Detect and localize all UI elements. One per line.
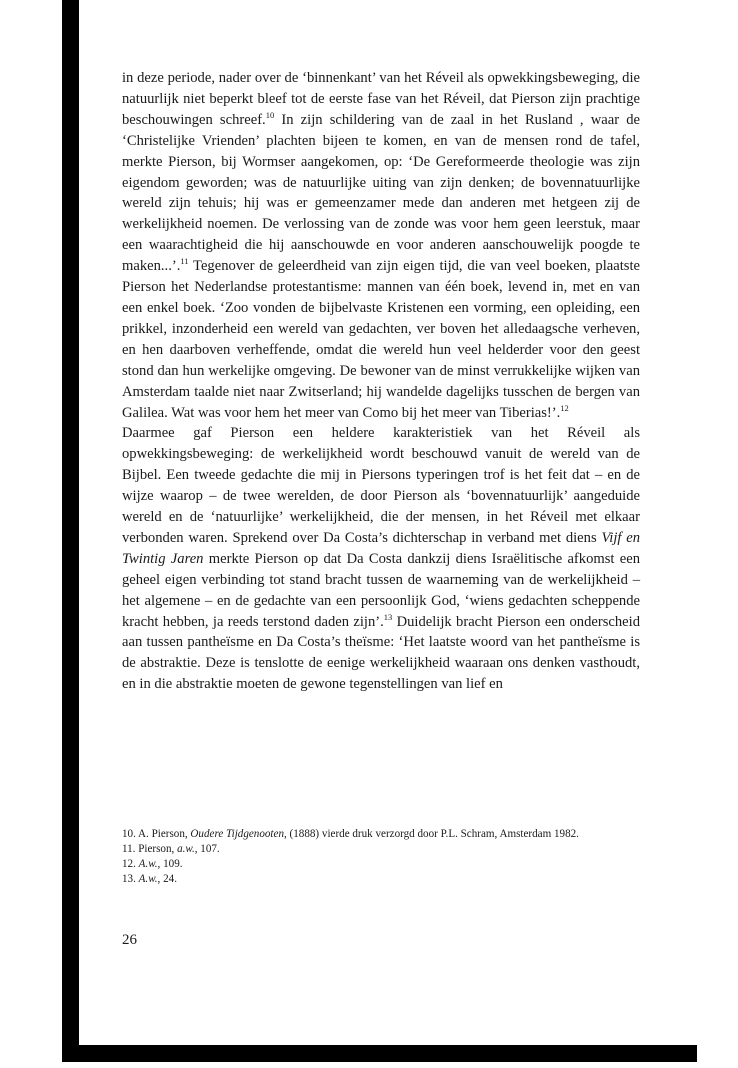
footnote-10 [122, 827, 642, 842]
footnote-11 [122, 842, 642, 857]
text-run: merkte Pierson op dat Da Costa dankzij diens Israëlitische afkomst een geheel eigen verbinding tot stand bracht tussen de waarneming van de werkelijkheid – het algemene – en de gedachte van een persoonlijk God, ‘wiens gedachten scheppende kracht hebben, ja reeds terstond daden zijn’. [122, 550, 640, 630]
footnote-text: , 107. [194, 843, 220, 856]
page-number: 26 [122, 932, 137, 948]
text-run: Duidelijk bracht Pierson een onderscheid aan tussen pantheïsme en Da Costa’s theïsme: ‘Het laatste woord van het pantheïsme is de abstraktie. Deze is tenslotte de eenige werkelijkheid waaraan ons denken vasthoudt, en in die abstraktie moeten de gewone tegenstellingen van lief en [122, 613, 640, 693]
footnote-ref-10: 10 [265, 109, 275, 120]
footnote-title: A.w. [138, 858, 158, 871]
footnote-text: , 109. [157, 858, 183, 871]
footnote-text: 13. [122, 873, 139, 886]
footnote-12 [122, 857, 642, 872]
footnote-text: 11. Pierson, [122, 843, 178, 856]
footnote-ref-13: 13 [383, 611, 393, 622]
text-run: Daarmee gaf Pierson een heldere karakteristiek van het Réveil als opwekkingsbeweging: de werkelijkheid wordt beschouwd vanuit de wereld van de Bijbel. Een tweede gedachte die mij in Piersons typeringen trof is het feit dat – en de wijze waarop – de twee werelden, de door Pierson als ‘bovennatuurlijk’ aangeduide wereld en de ‘natuurlijke’ werkelijkheid, die der mensen, in het Réveil met elkaar verbonden waren. Sprekend over Da Costa’s dichterschap in verband met diens [122, 425, 640, 546]
footnote-ref-11: 11 [180, 256, 189, 267]
footnote-text: 12. [122, 858, 139, 871]
footnotes [122, 827, 642, 887]
footnote-title: Oudere Tijdgenooten [190, 828, 284, 840]
footnote-13 [122, 872, 642, 887]
paragraph-2 [122, 423, 640, 695]
footnote-text: 10. A. Pierson, [122, 828, 191, 840]
footnote-text: , (1888) vierde druk verzorgd door P.L. Schram, Amsterdam 1982. [284, 828, 579, 840]
paragraph-1 [122, 68, 640, 423]
main-text [122, 68, 640, 695]
text-run: in deze periode, nader over de ‘binnenkant’ van het Réveil als opwekkingsbeweging, die natuurlijk niet beperkt bleef tot de eerste fase van het Réveil, dat Pierson zijn prachtige beschouwingen schreef. [122, 70, 640, 128]
footnote-title: A.w. [138, 873, 158, 886]
scan-border-bottom [62, 1045, 697, 1062]
page-body [122, 68, 640, 695]
scan-border-left [62, 0, 79, 1062]
book-title: Vijf en Twintig Jaren [122, 529, 640, 567]
footnote-title: a.w. [177, 843, 195, 856]
footnote-text: , 24. [157, 873, 177, 886]
footnote-ref-12: 12 [560, 402, 569, 413]
text-run: In zijn schildering van de zaal in het Rusland , waar de ‘Christelijke Vrienden’ plachten bijeen te komen, en van de mensen rond de tafel, merkte Pierson, bij Wormser aangekomen, op: ‘De Gereformeerde theologie was zijn eigendom geworden; was de natuurlijke uiting van zijn denken; de bovennatuurlijke wereld zijn tehuis; hij was er gemeenzamer mede dan anderen met hetgeen zij de werkelijkheid noemen. De verlossing van de zonde was voor hem geen leerstuk, maar een waarachtigheid die hij aanschouwde en voor anderen aanschouwelijk poogde te maken...’. [122, 111, 640, 275]
text-run: Tegenover de geleerdheid van zijn eigen tijd, die van veel boeken, plaatste Pierson het Nederlandse protestantisme: mannen van één boek, levend in, met en van een enkel boek. ‘Zoo vonden de bijbelvaste Kristenen een vorming, een opleiding, een prikkel, inzonderheid een wereld van gedachten, ver boven het alledaagsche verheven, en hen daarboven verheffende, omdat die wereld hun veel helderder voor den geest stond dan hun werkelijke omgeving. De bewoner van de minst verrukkelijke wijken van Amsterdam taalde niet naar Zwitserland; hij wandelde dagelijks tusschen de bergen van Galilea. Wat was voor hem het meer van Como bij het meer van Tiberias!’. [122, 258, 640, 421]
